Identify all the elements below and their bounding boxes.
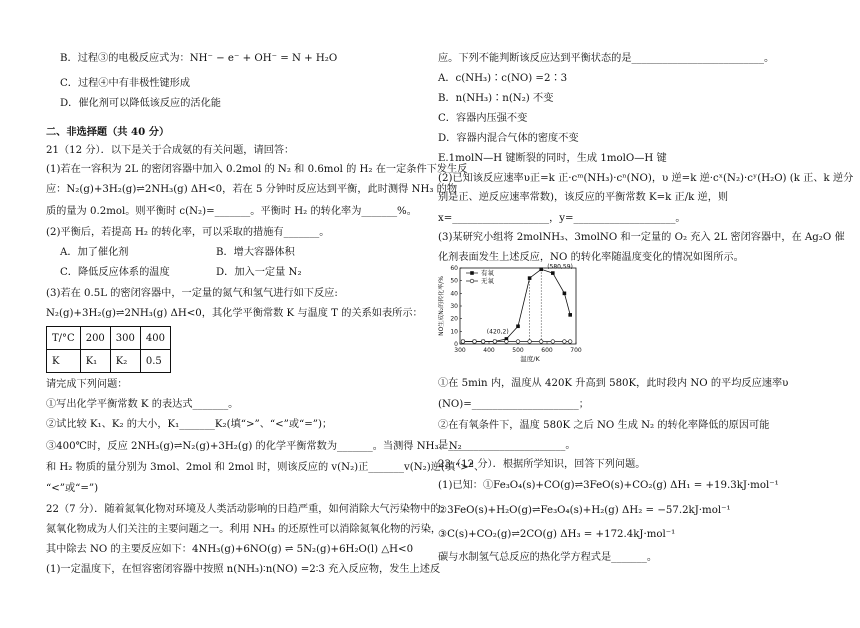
data-point-circle — [539, 340, 543, 344]
q22-3-line1: (3)某研究小组将 2molNH₃、3molNO 和一定量的 O₂ 充入 2L 密闭容器中，在 Ag₂O 催 — [438, 232, 845, 243]
q21-3-instruction: 请完成下列问题： — [46, 379, 128, 390]
x-axis-label: 温度/K — [520, 355, 540, 363]
q21-1-line2: 应：N₂(g)+3H₂(g)⇌2NH₃(g) ΔH<0，若在 5 分钟时反应达到平衡，此时测得 NH₃ 的物 — [46, 184, 458, 195]
q21-2-text: (2)平衡后，若提高 H₂ 的转化率，可以采取的措施有_______。 — [46, 227, 330, 238]
point-annotation: (420,2) — [486, 328, 509, 336]
y-tick-label: 30 — [450, 303, 458, 310]
table-cell: K — [47, 350, 81, 373]
data-point-square — [551, 271, 555, 275]
q22-intro-line3: 其中除去 NO 的主要反应如下：4NH₃(g)+6NO(g) ⇌ 5N₂(g)+6H₂O(l) △H<0 — [46, 544, 414, 555]
data-point-circle — [551, 340, 555, 344]
q22-option-b: B．n(NH₃)∶n(N₂) 不变 — [438, 93, 554, 104]
q23-intro: 23（12 分）．根据所学知识，回答下列问题。 — [438, 459, 646, 470]
data-point-circle — [528, 340, 532, 344]
q22-3-sub2-line2: 是_______________________。 — [438, 440, 576, 451]
q23-eq1: (1)已知：①Fe₃O₄(s)+CO(g)⇌3FeO(s)+CO₂(g) ΔH₁ = +19.3kJ·mol⁻¹ — [438, 480, 779, 491]
q21-2-option-a: A．加了催化剂 — [60, 247, 129, 258]
option-d-text: D．催化剂可以降低该反应的活化能 — [60, 98, 221, 109]
data-point-square — [516, 324, 520, 328]
table-cell: 300 — [110, 327, 140, 350]
q21-2-option-d: D．加入一定量 N₂ — [216, 267, 302, 278]
data-point-square — [528, 276, 532, 280]
q22-2-line2: 别是正、逆反应速率常数)，该反应的平衡常数 K=k 正/k 逆，则 — [438, 192, 729, 203]
q22-2-line1: (2)已知该反应速率υ正=k 正·cᵐ(NH₃)·cⁿ(NO)，υ 逆=k 逆·cˣ(N₂)·cʸ(H₂O) (k 正、k 逆分 — [438, 173, 854, 184]
option-c-text: C．过程④中有非极性键形成 — [60, 78, 191, 89]
x-tick-label: 300 — [454, 347, 466, 354]
y-tick-label: 40 — [450, 290, 458, 298]
q22-option-e: E.1molN—H 键断裂的同时，生成 1molO—H 键 — [438, 153, 667, 164]
data-point-circle — [516, 340, 520, 344]
q22-intro-line1: 22（7 分）．随着氮氧化物对环境及人类活动影响的日趋严重，如何消除大气污染物中的 — [46, 504, 441, 515]
series-line — [463, 269, 570, 341]
table-cell: 200 — [80, 327, 110, 350]
x-tick-label: 600 — [541, 347, 553, 354]
table-cell: T/°C — [47, 327, 81, 350]
table-cell: 400 — [140, 327, 170, 350]
q21-3-sub3-line2: 和 H₂ 物质的量分别为 3mol、2mol 和 2mol 时，则该反应的 v(N₂)正_______v(N₂)逆(填“>”、 — [46, 462, 485, 473]
y-tick-label: 20 — [450, 315, 458, 323]
x-tick-label: 500 — [512, 347, 524, 354]
q23-question: 碳与水制氢气总反应的热化学方程式是_______。 — [438, 552, 658, 563]
q21-3-text: (3)若在 0.5L 的密闭容器中，一定量的氮气和氢气进行如下反应: — [46, 288, 338, 299]
data-point-circle — [493, 340, 497, 344]
option-b-text: B．过程③的电极反应式为：NH⁻ − e⁻ + OH⁻ = N + H₂O — [60, 53, 338, 64]
q22-3-line2: 化剂表面发生上述反应，NO 的转化率随温度变化的情况如图所示。 — [438, 252, 744, 263]
y-tick-label: 50 — [450, 277, 458, 285]
point-annotation: (580,59) — [547, 263, 573, 271]
q21-intro: 21（12 分）．以下是关于合成氨的有关问题，请回答： — [46, 145, 295, 156]
q22-1-line2: 应。下列不能判断该反应达到平衡状态的是__________________________。 — [438, 53, 775, 64]
table-row — [47, 350, 171, 373]
y-tick-label: 10 — [450, 328, 458, 336]
data-point-circle — [473, 340, 477, 344]
y-tick-label: 0 — [454, 341, 458, 348]
data-point-circle — [481, 340, 485, 344]
section-heading: 二、非选择题（共 40 分） — [46, 126, 170, 138]
data-point-square — [563, 292, 567, 296]
q22-3-sub1-line2: (NO)=_____________________； — [438, 399, 589, 410]
y-tick-label: 60 — [450, 265, 458, 272]
q21-2-option-c: C．降低反应体系的温度 — [60, 267, 170, 278]
q22-intro-line2: 氮氧化物成为人们关注的主要问题之一。利用 NH₃ 的还原性可以消除氮氧化物的污染， — [46, 524, 442, 535]
q23-eq3: ③C(s)+CO₂(g)⇌2CO(g) ΔH₃ = +172.4kJ·mol⁻¹ — [438, 529, 676, 540]
q21-1-line1: (1)若在一容积为 2L 的密闭容器中加入 0.2mol 的 N₂ 和 0.6mol 的 H₂ 在一定条件下发生反 — [46, 164, 468, 175]
q21-3-sub2: ②试比较 K₁、K₂ 的大小，K₁_______K₂(填“>”、“<”或“=”)； — [46, 419, 333, 430]
table-cell: K₁ — [80, 350, 110, 373]
k-temperature-table — [46, 326, 171, 373]
q21-3-reaction: N₂(g)+3H₂(g)⇌2NH₃(g) ΔH<0，其化学平衡常数 K 与温度 T 的关系如表所示： — [46, 308, 423, 319]
no-conversion-chart — [438, 262, 598, 374]
q23-eq2: ②3FeO(s)+H₂O(g)⇌Fe₃O₄(s)+H₂(g) ΔH₂ = −57.2kJ·mol⁻¹ — [438, 505, 731, 516]
table-cell: 0.5 — [140, 350, 170, 373]
plot-frame — [460, 268, 576, 344]
legend-label: 有氧 — [481, 269, 494, 278]
data-point-circle — [461, 340, 465, 344]
data-point-square — [539, 267, 543, 271]
data-point-circle — [563, 340, 567, 344]
q21-3-sub1: ①写出化学平衡常数 K 的表达式_______。 — [46, 399, 239, 410]
q22-2-line3: x=___________________，y=____________________。 — [438, 213, 686, 224]
y-axis-label: NO生成N₂的转化率/% — [438, 276, 445, 336]
q21-1-line3: 质的量为 0.2mol。则平衡时 c(N₂)=_______。平衡时 H₂ 的转化率为_______%。 — [46, 206, 417, 217]
q22-3-sub1-line1: ①在 5min 内，温度从 420K 升高到 580K，此时段内 NO 的平均反应速率υ — [438, 378, 789, 389]
q21-2-option-b: B．增大容器体积 — [216, 247, 295, 258]
legend-marker-circle — [470, 279, 474, 283]
q22-option-c: C．容器内压强不变 — [438, 113, 528, 124]
q22-1-line1: (1)一定温度下，在恒容密闭容器中按照 n(NH₃)∶n(NO) =2∶3 充入反应物，发生上述反 — [46, 564, 441, 575]
data-point-circle — [568, 340, 572, 344]
data-point-square — [568, 313, 572, 317]
data-point-circle — [505, 340, 509, 344]
q21-3-sub3-line3: “<”或“=”) — [46, 483, 99, 494]
legend-marker-square — [470, 271, 474, 275]
x-tick-label: 400 — [483, 347, 495, 354]
q22-option-d: D．容器内混合气体的密度不变 — [438, 133, 579, 144]
q21-3-sub3-line1: ③400℃时，反应 2NH₃(g)⇌N₂(g)+3H₂(g) 的化学平衡常数为_______。当测得 NH₃、N₂ — [46, 441, 462, 452]
x-tick-label: 700 — [570, 347, 582, 354]
table-header-row — [47, 327, 171, 350]
legend-label: 无氧 — [481, 277, 494, 286]
table-cell: K₂ — [110, 350, 140, 373]
q22-option-a: A．c(NH₃)∶c(NO) =2∶3 — [438, 73, 568, 84]
q22-3-sub2-line1: ②在有氧条件下，温度 580K 之后 NO 生成 N₂ 的转化率降低的原因可能 — [438, 420, 770, 431]
